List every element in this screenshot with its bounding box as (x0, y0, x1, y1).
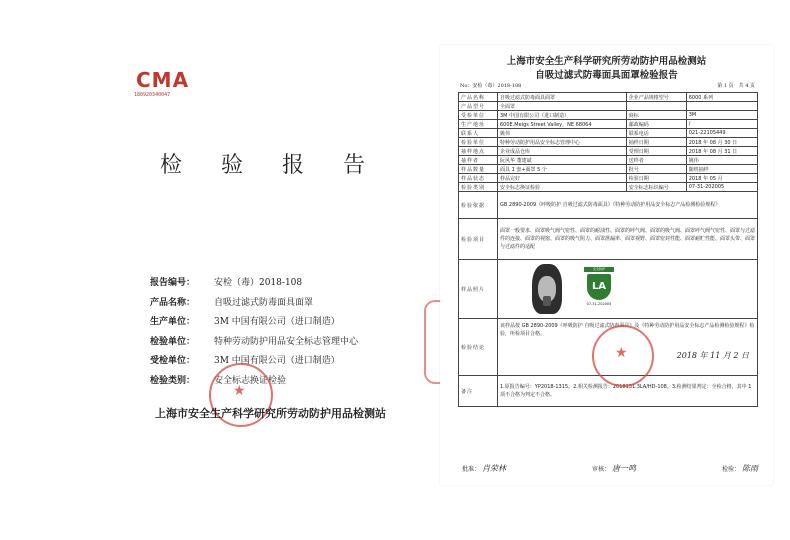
row-label: 受检单位 (459, 111, 498, 120)
signature-row (462, 463, 758, 474)
star-icon: ★ (233, 383, 246, 399)
report-page (440, 45, 773, 485)
row-label-2: 抽样日期 (626, 138, 686, 147)
table-row (459, 111, 758, 120)
table-row (459, 192, 758, 219)
issue-date: 2018 年 11 月 2 日 (676, 351, 749, 360)
basis-label: 检验依据 (459, 192, 498, 219)
table-row (459, 93, 758, 102)
table-row (459, 156, 758, 165)
row-label: 样品状态 (459, 174, 498, 183)
table-row (459, 219, 758, 260)
cover-organization: 上海市安全生产科学研究所劳动防护用品检测站 (155, 407, 386, 420)
conclusion-label: 检验结论 (459, 319, 498, 376)
row-value-2: 2018 年 08 月 30 日 (686, 138, 757, 147)
row-label: 联系人 (459, 129, 498, 138)
row-value-2: 姚伟 (686, 156, 757, 165)
cover-page (118, 50, 423, 470)
row-label: 样品数量 (459, 165, 498, 174)
row-label-2: 安全标志标识编号 (626, 183, 686, 192)
row-value-2 (686, 102, 757, 111)
basis-value: GB 2890-2009《呼吸防护 自吸过滤式防毒面具》《特种劳动防护用品安全标志产品检测检验规程》 (498, 192, 758, 219)
row-value: 全面罩 (498, 102, 627, 111)
table-row (459, 129, 758, 138)
field-value: 安全标志换证检验 (214, 375, 287, 386)
table-row (459, 120, 758, 129)
page-info: 第 1 页 共 4 页 (717, 83, 755, 89)
approver-block: 批准： 肖荣林 (462, 464, 506, 473)
approver-signature: 肖荣林 (481, 464, 506, 473)
row-label-2: 联系电话 (626, 129, 686, 138)
row-value: 企业成品仓库 (498, 147, 627, 156)
row-value: 样品完好 (498, 174, 627, 183)
row-label: 抽样者 (459, 156, 498, 165)
row-label-2: 邮政编码 (626, 120, 686, 129)
items-label: 检验项目 (459, 219, 498, 260)
table-row (459, 147, 758, 156)
official-seal (592, 325, 654, 387)
row-label-2: 批号 (626, 165, 686, 174)
row-value-2: 2018 年 08 月 31 日 (686, 147, 757, 156)
field-value: 3M 中国有限公司（进口制造） (214, 356, 340, 367)
reviewer-signature: 唐一鸣 (611, 464, 636, 473)
row-label: 检验单位 (459, 138, 498, 147)
row-value: 安全标志换证检验 (498, 183, 627, 192)
row-label-2 (626, 102, 686, 111)
photo-label: 样品照片 (459, 260, 498, 319)
approver-label: 批准 (462, 466, 475, 473)
la-shield: LA (587, 274, 611, 300)
cover-title: 检 验 报 告 (160, 153, 381, 178)
cover-row (150, 294, 358, 314)
star-icon: ★ (615, 345, 628, 361)
report-number: No：安检（毒）2018-108 (460, 83, 522, 89)
conclusion-text: 该样品按 GB 2890-2009《呼吸防护 自吸过滤式防毒面具》及《特种劳动防护用品安全标志产品检测检验规程》检验，所检项目合格。 (500, 323, 755, 337)
field-label: 受检单位： (150, 356, 196, 367)
field-label: 产品名称： (150, 297, 196, 308)
table-row (459, 174, 758, 183)
row-label-2: 企业产品规格型号 (626, 93, 686, 102)
cover-row (150, 313, 358, 333)
gas-mask-photo (530, 264, 564, 314)
field-value: 自吸过滤式防毒面具面罩 (214, 297, 314, 308)
row-value: 600E.Meigs Street Valley，NE 68064 (498, 120, 627, 129)
field-label: 检验类别： (150, 375, 196, 386)
table-row (459, 183, 758, 192)
row-label-2: 送样者 (626, 156, 686, 165)
row-value: 特种劳动防护用品安全标志管理中心 (498, 138, 627, 147)
field-label: 检验单位： (150, 336, 196, 347)
field-value: 3M 中国有限公司（进口制造） (214, 317, 340, 328)
field-value: 特种劳动防护用品安全标志管理中心 (214, 336, 359, 347)
report-header-title: 自吸过滤式防毒面具面罩检验报告 (535, 70, 678, 81)
row-label: 产品型号 (459, 102, 498, 111)
reviewer-block: 审核： 唐一鸣 (592, 464, 636, 473)
la-number: 07-31-202005 (586, 302, 612, 306)
sample-photos (500, 260, 755, 318)
cma-logo (134, 68, 192, 98)
row-label-2: 商标 (626, 111, 686, 120)
cover-row (150, 333, 358, 353)
row-value-2: 07-31-202005 (686, 183, 757, 192)
row-value-2: 021-22105449 (686, 129, 757, 138)
row-label-2: 受理日期 (626, 147, 686, 156)
items-value: 面罩一般要求、面罩吸气阀气密性、面罩的耐油性、面罩的呼气阀、面罩的吸气阀、面罩呼气阀气密性、面罩与过滤件的连接、面罩的视窗、面罩的吸气阻力、面罩泄漏率、面罩视野、面罩密封性能、面罩耐贮性能、面罩头带、面罩与过滤件的适配 (498, 219, 758, 260)
photo-cell (498, 260, 758, 319)
row-label: 生产地址 (459, 120, 498, 129)
table-row (459, 165, 758, 174)
row-value-2: 3M (686, 111, 757, 120)
field-label: 报告编号： (150, 278, 196, 288)
row-value: 3M 中国有限公司（进口制造） (498, 111, 627, 120)
la-top-text: 安全防护 (584, 267, 614, 272)
row-value: 姚伟 (498, 129, 627, 138)
field-label: 生产单位： (150, 317, 196, 328)
row-label: 抽样地点 (459, 147, 498, 156)
field-value: 安检（毒）2018-108 (214, 278, 303, 288)
row-label: 产品名称 (459, 93, 498, 102)
row-value-2: 随机抽样 (686, 165, 757, 174)
cma-number: 180920340047 (134, 92, 171, 98)
row-label-2: 检验日期 (626, 174, 686, 183)
row-value: 阮风华 董建斌 (498, 156, 627, 165)
row-value-2: / (686, 120, 757, 129)
tester-label: 检验 (722, 466, 735, 473)
tester-signature: 陈雨 (742, 464, 758, 473)
remark-value: 1.原报告编号：YP2018-1315。2.相关检测报告：2018131.3LA/HD-108。3.检测结果判定：全检合格，其中 1 项不合格为判定不合格。 (498, 376, 758, 407)
tester-block: 检验： 陈雨 (722, 464, 758, 473)
table-row (459, 260, 758, 319)
row-label: 检验类别 (459, 183, 498, 192)
report-header-org: 上海市安全生产科学研究所劳动防护用品检测站 (506, 56, 707, 67)
table-row (459, 138, 758, 147)
row-value-2: 6000 系列 (686, 93, 757, 102)
row-value: 面具 1 套+面罩 5 个 (498, 165, 627, 174)
cma-logo-text: CMA (136, 68, 190, 92)
remark-label: 备注 (459, 376, 498, 407)
table-row (459, 102, 758, 111)
row-value-2: 2018 年 05 月 (686, 174, 757, 183)
cover-row (150, 274, 358, 294)
row-value: 自吸过滤式防毒面具面罩 (498, 93, 627, 102)
reviewer-label: 审核 (592, 466, 605, 473)
la-safety-mark (584, 267, 614, 311)
